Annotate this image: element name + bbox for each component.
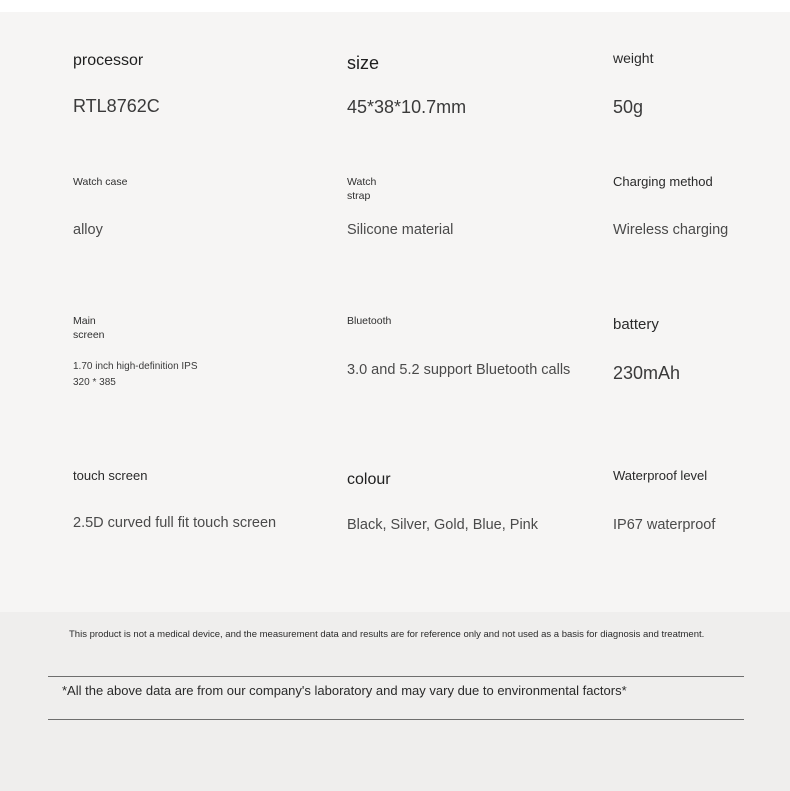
spec-battery bbox=[613, 316, 790, 334]
spec-label: weight bbox=[613, 50, 654, 66]
spec-label: processor bbox=[73, 52, 144, 69]
spec-value: Black, Silver, Gold, Blue, Pink bbox=[347, 517, 538, 533]
spec-value: Silicone material bbox=[347, 222, 454, 238]
spec-main-screen-value-wrap bbox=[73, 359, 313, 391]
divider-bottom bbox=[48, 719, 744, 720]
spec-waterproof-level bbox=[613, 468, 790, 484]
spec-value: 50g bbox=[613, 97, 644, 117]
spec-label: Main screen bbox=[73, 315, 105, 341]
spec-watch-strap-value-wrap bbox=[347, 222, 587, 239]
spec-size-value-wrap bbox=[347, 97, 587, 119]
spec-value: Wireless charging bbox=[613, 222, 729, 238]
medical-disclaimer: This product is not a medical device, and the measurement data and results are for reference only and not used as a basis for diagnosis and treatment. bbox=[69, 629, 705, 640]
spec-value: 2.5D curved full fit touch screen bbox=[73, 515, 277, 531]
spec-waterproof-level-value-wrap bbox=[613, 517, 790, 534]
spec-battery-value-wrap bbox=[613, 363, 790, 385]
spec-bluetooth bbox=[347, 315, 587, 329]
spec-processor-value-wrap bbox=[73, 96, 313, 118]
spec-label: colour bbox=[347, 471, 391, 488]
spec-label: touch screen bbox=[73, 468, 148, 483]
spec-value: 230mAh bbox=[613, 363, 681, 383]
spec-value: 1.70 inch high-definition IPS 320 * 385 bbox=[73, 361, 198, 388]
spec-watch-case bbox=[73, 176, 313, 190]
spec-value: 45*38*10.7mm bbox=[347, 97, 467, 117]
spec-main-screen bbox=[73, 315, 313, 342]
spec-colour bbox=[347, 470, 587, 489]
spec-label: Bluetooth bbox=[347, 315, 392, 327]
spec-value: 3.0 and 5.2 support Bluetooth calls bbox=[347, 362, 571, 378]
spec-watch-case-value-wrap bbox=[73, 222, 313, 239]
spec-watch-strap bbox=[347, 176, 587, 203]
spec-touch-screen-value-wrap bbox=[73, 515, 313, 532]
spec-processor bbox=[73, 51, 313, 70]
spec-charging-method bbox=[613, 174, 790, 190]
spec-label: Watch case bbox=[73, 176, 128, 188]
spec-size bbox=[347, 53, 587, 75]
spec-value: IP67 waterproof bbox=[613, 517, 716, 533]
spec-colour-value-wrap bbox=[347, 517, 587, 534]
spec-weight bbox=[613, 50, 790, 67]
spec-label: Watch strap bbox=[347, 176, 377, 202]
spec-touch-screen bbox=[73, 468, 313, 484]
spec-weight-value-wrap bbox=[613, 97, 790, 119]
divider-top bbox=[48, 676, 744, 677]
spec-label: size bbox=[347, 53, 380, 73]
spec-label: Waterproof level bbox=[613, 468, 708, 483]
spec-label: Charging method bbox=[613, 174, 713, 189]
spec-bluetooth-value-wrap bbox=[347, 362, 587, 379]
lab-data-footnote: *All the above data are from our company's laboratory and may vary due to environmental factors* bbox=[62, 683, 627, 698]
spec-label: battery bbox=[613, 316, 659, 333]
spec-value: alloy bbox=[73, 222, 103, 238]
spec-charging-method-value-wrap bbox=[613, 222, 790, 239]
spec-value: RTL8762C bbox=[73, 96, 160, 116]
